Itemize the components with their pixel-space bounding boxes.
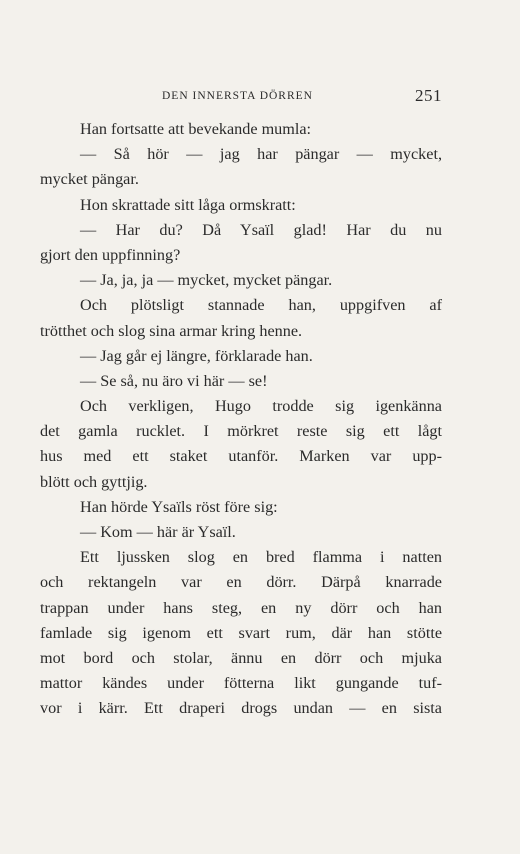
text-line: Och plötsligt stannade han, uppgifven af [80,296,442,315]
text-line: det gamla rucklet. I mörkret reste sig ett lågt [40,422,442,441]
text-line: Han fortsatte att bevekande mumla: [80,120,312,138]
text-line: trappan under hans steg, en ny dörr och han [40,598,442,617]
text-line: Och verkligen, Hugo trodde sig igenkänna [80,397,442,416]
text-line: — Kom — här är Ysaïl. [80,523,236,541]
text-line: Han hörde Ysaïls röst före sig: [80,497,278,516]
text-line: blött och gyttjig. [40,472,148,491]
text-line: mycket pängar. [40,170,139,189]
text-line: — Har du? Då Ysaïl glad! Har du nu [80,220,442,239]
running-head [40,88,442,108]
text-line: vor i kärr. Ett draperi drogs undan — en sista [40,699,442,718]
text-line: trötthet och slog sina armar kring henne. [40,321,303,340]
text-line: hus med ett staket utanför. Marken var upp- [40,447,442,466]
text-line: mattor kändes under fötterna likt gungande tuf- [40,674,442,693]
text-line: famlade sig igenom ett svart rum, där han stötte [40,623,442,642]
text-line: Hon skrattade sitt låga ormskratt: [80,195,296,214]
page-number: 251 [415,86,442,105]
text-line: Ett ljussken slog en bred flamma i natten [80,548,442,567]
text-line: mot bord och stolar, ännu en dörr och mjuka [40,648,442,667]
text-line: och rektangeln var en dörr. Därpå knarrade [40,573,442,592]
text-line: — Jag går ej längre, förklarade han. [80,346,313,365]
running-title: DEN INNERSTA DÖRREN [162,90,313,102]
text-line: gjort den uppfinning? [40,245,181,264]
text-line: — Så hör — jag har pängar — mycket, [80,145,442,164]
body-text [40,117,442,722]
text-line: — Ja, ja, ja — mycket, mycket pängar. [80,271,333,290]
text-line: — Se så, nu äro vi här — se! [80,371,268,390]
